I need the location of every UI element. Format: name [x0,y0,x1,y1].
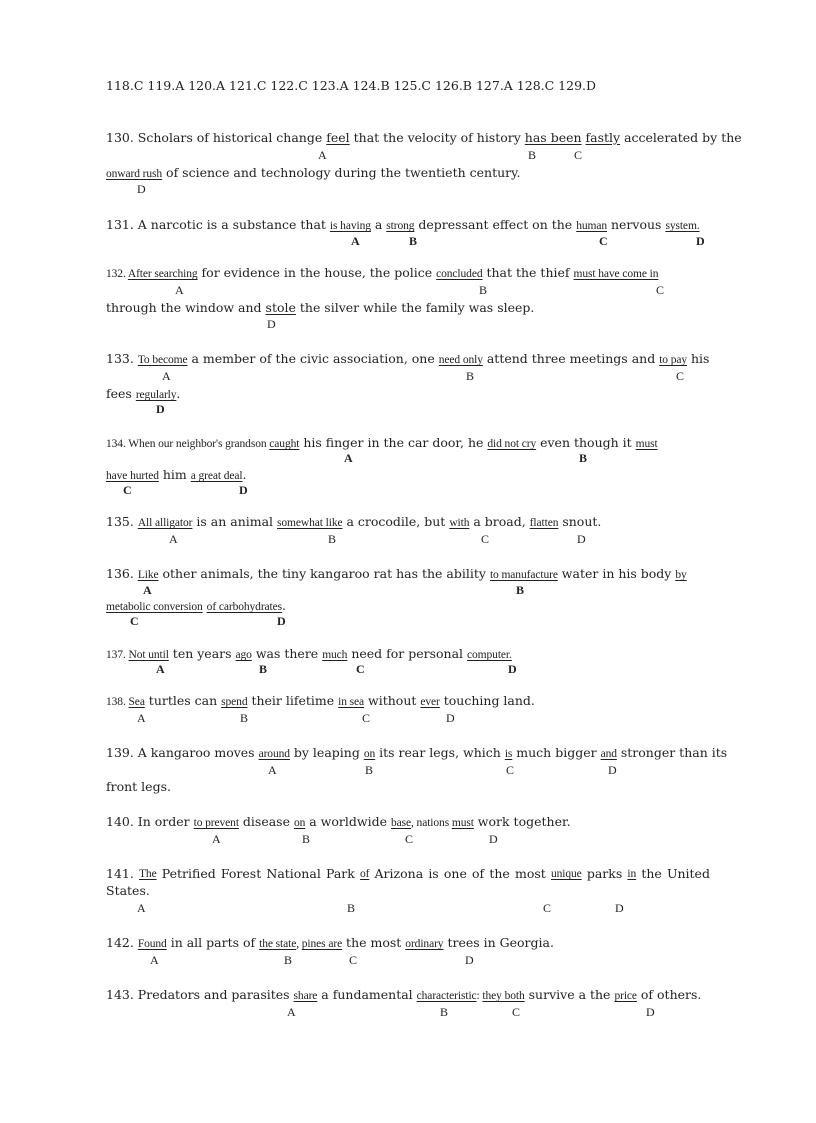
q130-text: 130. Scholars of historical change [106,130,327,145]
q135-label-b: B [328,532,337,546]
q136-text: 136. [106,566,138,581]
q135-text: a crocodile, but [342,514,450,529]
q132-text: through the window and [106,300,266,315]
q135-label-a: A [169,532,178,546]
q138-text: 138. [106,696,129,708]
q131-text: 131. A narcotic is a substance that [106,217,330,232]
q142-option-b: the state [259,938,297,950]
q142-label-a: A [150,953,159,967]
q135-text: is an animal [192,514,278,529]
q140-text: work together. [473,814,571,829]
q132-text: that the thief [482,265,574,280]
q140-option-d: must [451,817,474,829]
q141-label-d: D [615,901,624,915]
q138-text: touching land. [439,693,535,708]
q141-text: Forest [220,866,262,881]
q136-option-d: of carbohydrates [206,601,283,613]
q133-option-d: regularly [135,389,177,401]
q136-option-a: Like [137,569,159,581]
q131-text: a [370,217,387,232]
q132-label-c: C [656,283,665,297]
q134-text: his finger in the car door, he [299,435,488,450]
q143-label-a: A [287,1005,296,1019]
q136-label-c: C [130,614,139,628]
q143-text: 143. Predators and parasites [106,987,294,1002]
q137-text: was there [251,646,323,661]
q142-option-c: pines are [301,938,343,950]
q136-label-d: D [277,614,286,628]
q138-label-c: C [362,711,371,725]
q134-label-c: C [123,483,132,497]
q135-option-b: somewhat like [277,517,343,529]
q130-option-c: fastly [585,130,621,145]
q138-label-b: B [240,711,249,725]
q140-label-c: C [405,832,414,846]
q143-label-d: D [646,1005,655,1019]
q135-label-c: C [481,532,490,546]
q143-label-b: B [440,1005,449,1019]
q132-option-a: After searching [127,268,198,280]
q130-text: accelerated by the [620,130,742,145]
q134-label-b: B [579,451,588,465]
q142-text: the most [342,935,406,950]
q132-label-b: B [479,283,488,297]
q135-text: snout. [558,514,602,529]
q137-option-d: computer. [467,649,512,661]
q142-text: in all parts of [166,935,260,950]
q141-label-a: A [137,901,146,915]
q141-text: the [641,866,662,881]
q137-label-a: A [156,662,165,676]
q134-label-a: A [344,451,353,465]
q138-label-a: A [137,711,146,725]
q142-label-b: B [284,953,293,967]
q138-option-d: ever [420,696,440,708]
q140-text: , nations [411,817,452,829]
q131-label-a: A [351,234,360,248]
q133-label-d: D [156,402,165,416]
q133-label-a: A [162,369,171,383]
q134-option-c-cont: have hurted [106,470,159,482]
q138-text: without [364,693,421,708]
q131-text: nervous [607,217,666,232]
q141-text: most [514,866,546,881]
q143-text: a fundamental [317,987,417,1002]
q133-text: his [687,351,710,366]
q131-option-c: human [576,220,607,232]
q139-text: stronger than its [616,745,728,760]
q142-option-d: ordinary [405,938,444,950]
q130-text: that the velocity of history [349,130,525,145]
q138-text: turtles can [144,693,222,708]
q130-label-c: C [574,148,583,162]
q138-text: their lifetime [247,693,339,708]
q133-text: 133. [106,351,138,366]
q136-label-b: B [516,583,525,597]
q136-option-b: to manufacture [489,569,558,581]
q141-text: Park [325,866,355,881]
q134-text: . [242,467,247,482]
q138-label-d: D [446,711,455,725]
q134-label-d: D [239,483,248,497]
q133-text: a member of the civic association, one [187,351,439,366]
q142-option-a: Found [137,938,167,950]
q139-option-b: on [363,748,376,760]
q143-text: : [476,990,483,1002]
q137-text: 137. [106,649,129,661]
q137-label-c: C [356,662,365,676]
q143-option-b: characteristic [416,990,477,1002]
q140-label-a: A [212,832,221,846]
q139-option-c: is [504,748,513,760]
q136-option-c-cont: metabolic conversion [106,601,203,613]
q139-label-c: C [506,763,515,777]
q132-label-d: D [267,317,276,331]
q141-text: States. [106,883,150,898]
q143-text: survive a the [524,987,615,1002]
q142-label-d: D [465,953,474,967]
q141-option-c: unique [550,868,582,880]
q135-text: 135. [106,514,138,529]
q141-text: of [472,866,485,881]
q137-option-a: Not until [128,649,169,661]
q135-option-d: flatten [529,517,559,529]
q141-text: Arizona [374,866,424,881]
q140-label-b: B [302,832,311,846]
q140-text: disease [238,814,294,829]
q135-text: a broad, [469,514,530,529]
q133-option-a: To become [137,354,188,366]
q140-option-c: base [390,817,411,829]
q140-text: 140. In order [106,814,194,829]
q133-text: . [176,386,181,401]
q130-label-a: A [318,148,327,162]
q132-option-b: concluded [436,268,483,280]
q130-label-b: B [528,148,537,162]
q134-option-c: must [635,438,658,450]
q131-label-b: B [409,234,418,248]
q142-text: 142. [106,935,138,950]
q141-text: parks [586,866,623,881]
q131-text: depressant effect on the [414,217,577,232]
q131-label-d: D [696,234,705,248]
q139-text: 139. A kangaroo moves [106,745,259,760]
q132-text: for evidence in the house, the police [197,265,437,280]
q141-label-b: B [347,901,356,915]
q143-text: of others. [636,987,702,1002]
q142-label-c: C [349,953,358,967]
q131-label-c: C [599,234,608,248]
q143-label-c: C [512,1005,521,1019]
q130-label-d: D [137,182,146,196]
q137-label-d: D [508,662,517,676]
q137-label-b: B [259,662,268,676]
q137-text: need for personal [347,646,468,661]
q139-text: by leaping [289,745,364,760]
q133-label-b: B [466,369,475,383]
q133-label-c: C [676,369,685,383]
q134-text: 134. When our neighbor's grandson [106,438,270,450]
q143-option-c: they both [482,990,525,1002]
q143-option-a: share [293,990,318,1002]
q131-option-a: is having [329,220,371,232]
q134-option-d: a great deal [190,470,243,482]
q132-text: 132. [106,268,128,280]
q131-option-b: strong [386,220,415,232]
q138-option-b: spend [221,696,248,708]
q130-option-a: feel [326,130,350,145]
q139-text: its rear legs, which [375,745,505,760]
q135-label-d: D [577,532,586,546]
q141-option-b: of [359,868,370,880]
q134-option-a: caught [269,438,300,450]
q139-label-d: D [608,763,617,777]
q133-text: fees [106,386,136,401]
q130-text: of science and technology during the twentieth century. [162,165,521,180]
q140-label-d: D [489,832,498,846]
q139-label-b: B [365,763,374,777]
q130-option-b: has been [524,130,582,145]
q142-text: , [296,938,302,950]
q138-option-a: Sea [128,696,145,708]
q136-option-c: by [675,569,687,581]
q142-text: trees in Georgia. [443,935,554,950]
q135-option-a: All alligator [137,517,193,529]
q132-option-c: must have come in [573,268,659,280]
q138-option-c: in sea [338,696,365,708]
q141-label-c: C [543,901,552,915]
q133-option-b: need only [438,354,483,366]
answer-key-line: 118.C 119.A 120.A 121.C 122.C 123.A 124.B 125.C 126.B 127.A 128.C 129.D [106,78,597,93]
q140-option-a: to prevent [193,817,239,829]
q137-option-b: ago [235,649,252,661]
q139-option-a: around [258,748,290,760]
q132-text: the silver while the family was sleep. [295,300,535,315]
q143-option-d: price [614,990,637,1002]
q141-text: Petrified [161,866,216,881]
q133-text: attend three meetings and [482,351,660,366]
q140-option-b: on [293,817,306,829]
q141-text: is [428,866,439,881]
q141-text: United [666,866,710,881]
q141-option-d: in [627,868,637,880]
q133-option-c: to pay [659,354,688,366]
q141-text: National [266,866,321,881]
q141-option-a: The [139,868,157,880]
q131-option-d: system. [665,220,700,232]
q137-option-c: much [322,649,348,661]
q136-text: other animals, the tiny kangaroo rat has the ability [158,566,490,581]
q134-option-b: did not cry [487,438,537,450]
q132-label-a: A [175,283,184,297]
q137-text: ten years [168,646,236,661]
q130-option-d: onward rush [106,168,163,180]
q140-text: a worldwide [305,814,391,829]
q139-text: much bigger [512,745,601,760]
q139-label-a: A [268,763,277,777]
q136-text: water in his body [557,566,676,581]
q139-text: front legs. [106,779,171,794]
q132-option-d: stole [265,300,296,315]
q136-text: . [282,598,287,613]
q135-option-c: with [449,517,470,529]
q136-label-a: A [143,583,152,597]
q139-option-d: and [600,748,617,760]
q141-text: 141. [106,866,134,881]
q134-text: even though it [536,435,636,450]
q141-text: the [489,866,510,881]
q141-text: one [443,866,467,881]
q134-text: him [158,467,191,482]
